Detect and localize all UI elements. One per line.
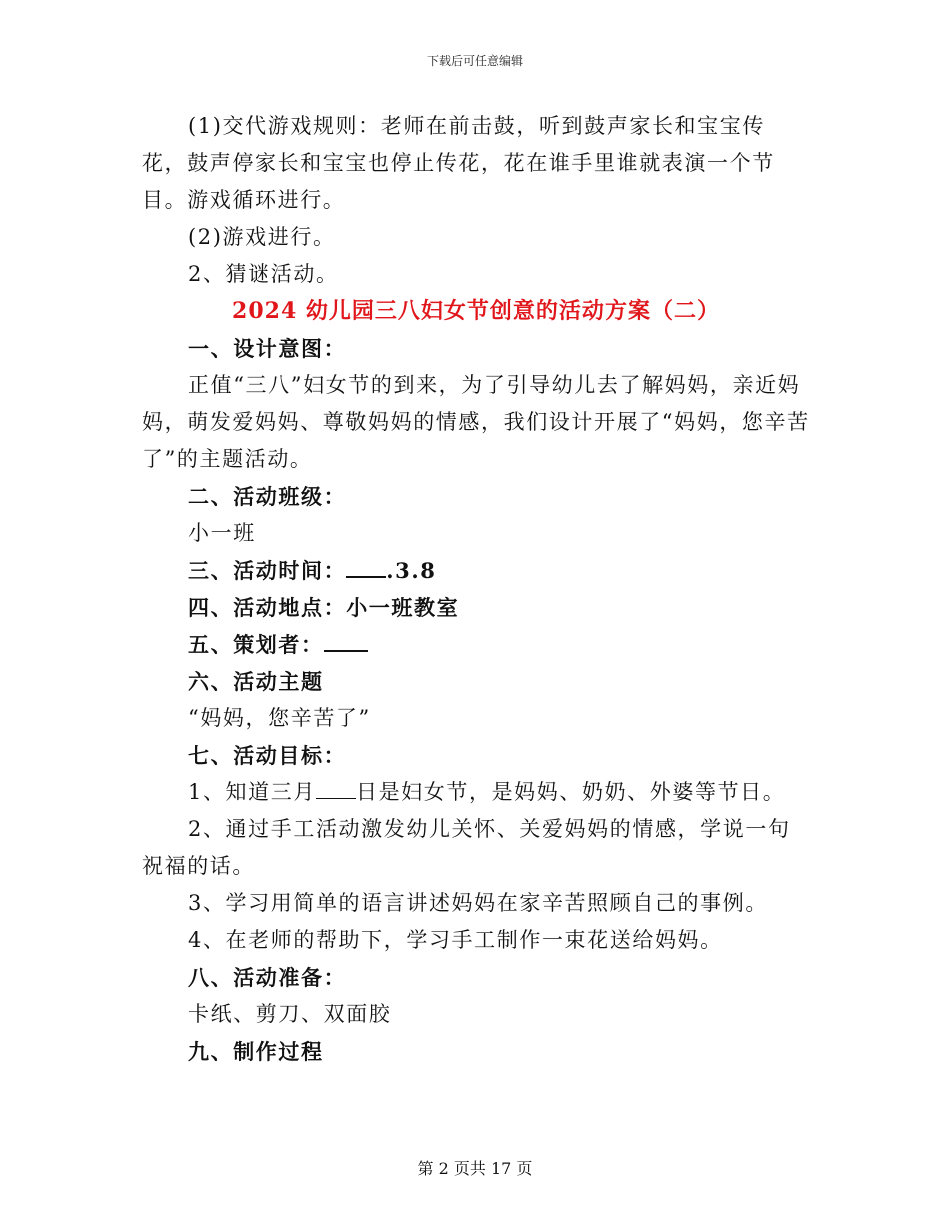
page-header: 下载后可任意编辑 (426, 54, 523, 68)
goal-item-4: 4、在老师的帮助下，学习手工制作一束花送给妈妈。 (188, 928, 723, 952)
paragraph-activity-preparation: 卡纸、剪刀、双面胶 (188, 1002, 392, 1026)
planner-label: 五、策划者： (188, 632, 324, 657)
heading-production-process: 九、制作过程 (188, 1039, 324, 1064)
heading-activity-theme: 六、活动主题 (188, 669, 324, 694)
heading-design-intent: 一、设计意图： (188, 336, 347, 361)
blank-underline (346, 556, 386, 578)
goal-item-3: 3、学习用简单的语言讲述妈妈在家辛苦照顾自己的事例。 (188, 891, 768, 915)
paragraph-game-rules: (1)交代游戏规则：老师在前击鼓，听到鼓声家长和宝宝传花，鼓声停家长和宝宝也停止传花，花在谁手里谁就表演一个节目。游戏循环进行。 (142, 114, 775, 212)
goal-item-1 (142, 774, 810, 811)
heading-activity-time (142, 552, 810, 589)
paragraph-activity-class: 小一班 (188, 521, 256, 545)
heading-activity-location: 四、活动地点：小一班教室 (188, 595, 460, 620)
document-body (142, 108, 810, 1070)
page-footer: 第 2 页共 17 页 (417, 1159, 533, 1178)
heading-activity-goals: 七、活动目标： (188, 743, 347, 768)
paragraph-activity-theme: “妈妈，您辛苦了” (188, 706, 371, 730)
blank-underline (324, 630, 368, 652)
goal-1-suffix: 日是妇女节，是妈妈、奶奶、外婆等节日。 (355, 780, 786, 804)
goal-item-2: 2、通过手工活动激发幼儿关怀、关爱妈妈的情感，学说一句祝福的话。 (142, 817, 791, 878)
heading-activity-preparation: 八、活动准备： (188, 965, 347, 990)
heading-activity-class: 二、活动班级： (188, 484, 347, 509)
paragraph-design-intent: 正值“三八”妇女节的到来，为了引导幼儿去了解妈妈，亲近妈妈，萌发爱妈妈、尊敬妈妈的情感，我们设计开展了“妈妈，您辛苦了”的主题活动。 (142, 373, 810, 471)
activity-time-date: .3.8 (386, 558, 437, 583)
section-title: 2024 幼儿园三八妇女节创意的活动方案（二） (232, 298, 720, 324)
paragraph-riddle-activity: 2、猜谜活动。 (188, 262, 339, 286)
heading-planner (142, 626, 810, 663)
blank-underline (316, 778, 356, 799)
activity-time-label: 三、活动时间： (188, 558, 347, 583)
paragraph-game-proceed: (2)游戏进行。 (188, 225, 336, 249)
goal-1-prefix: 1、知道三月 (188, 780, 316, 804)
